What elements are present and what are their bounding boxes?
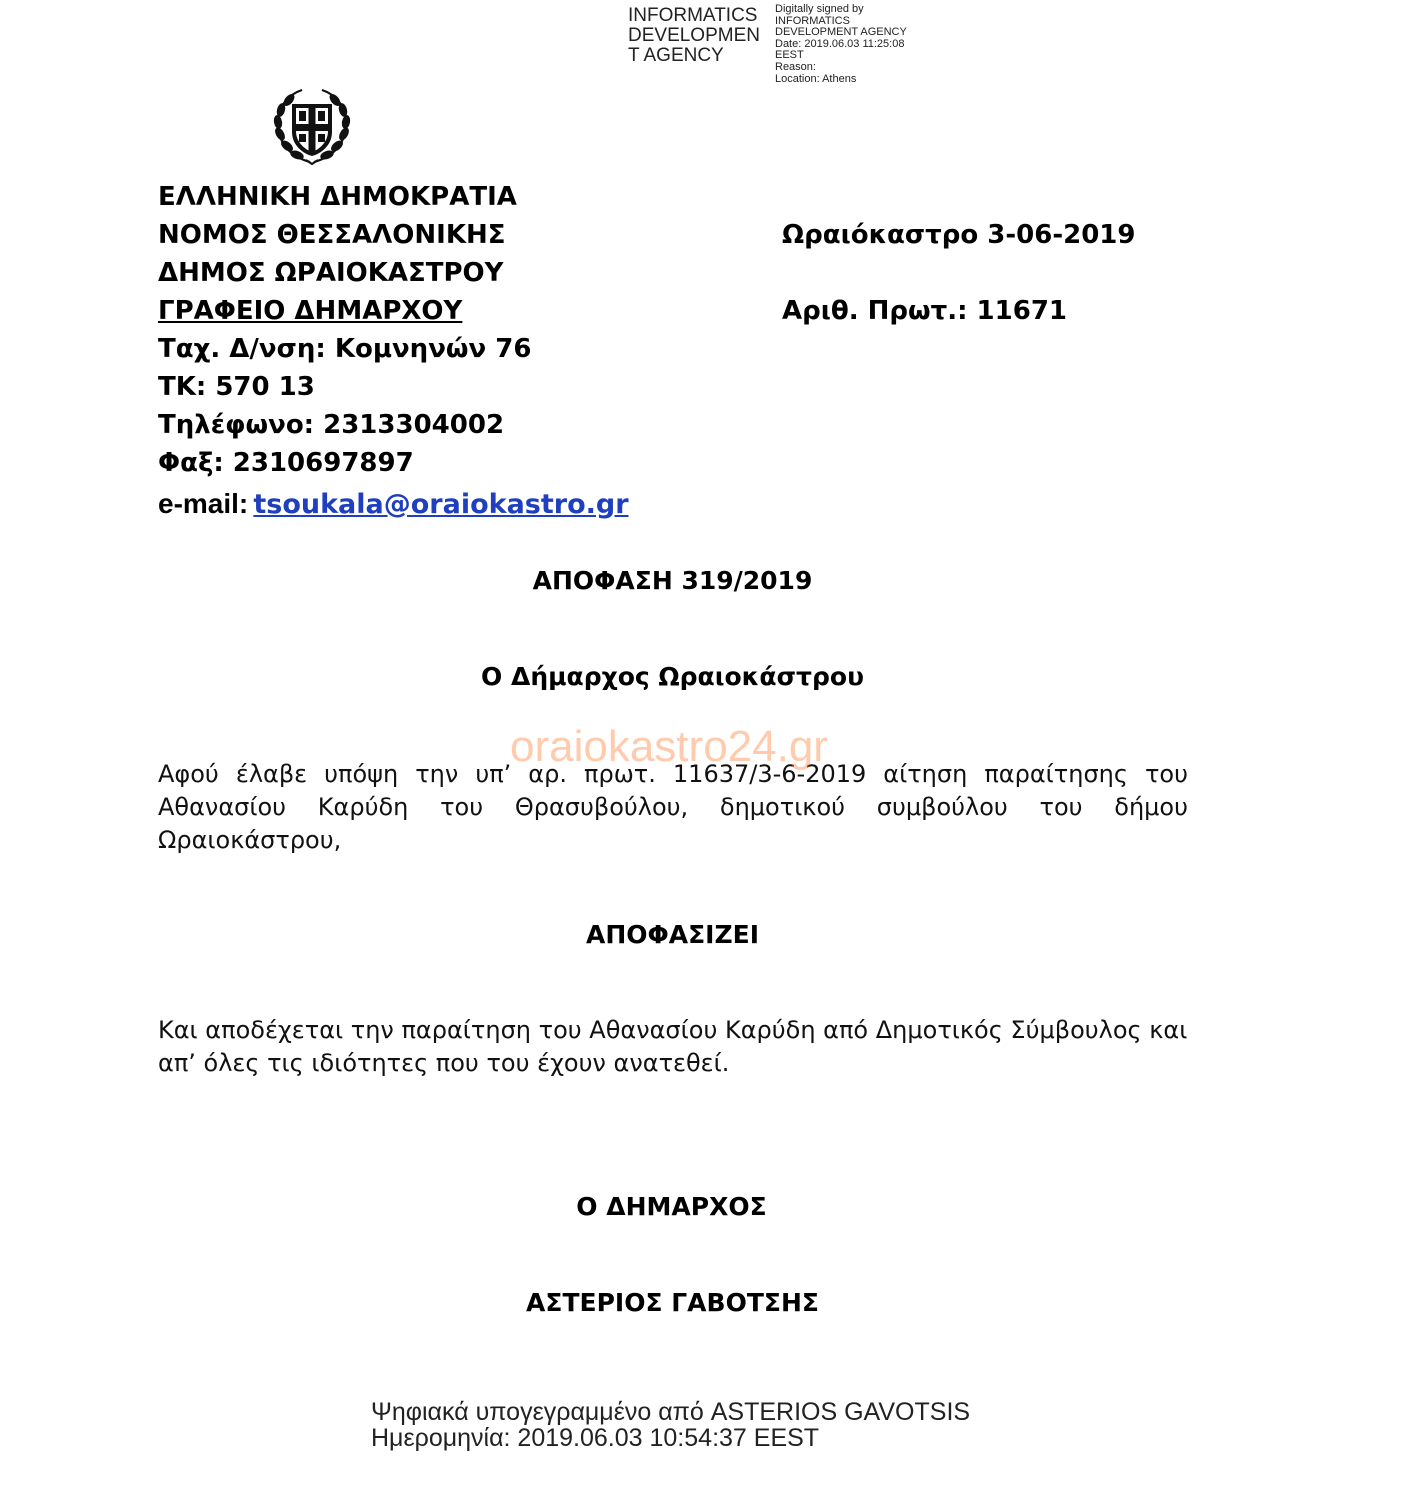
signature-detail-line: Date: 2019.06.03 11:25:08 xyxy=(775,37,905,50)
digital-signature-line: Ψηφιακά υπογεγραμμένο από ASTERIOS GAVOTSIS xyxy=(371,1398,971,1426)
header-phone: Τηλέφωνο: 2313304002 xyxy=(158,410,505,440)
signatory-name: ΑΣΤΕΡΙΟΣ ΓΑΒΟΤΣΗΣ xyxy=(526,1288,819,1317)
digital-signature-line: Ημερομηνία: 2019.06.03 10:54:37 EEST xyxy=(371,1424,820,1452)
signature-org-line: INFORMATICS xyxy=(628,5,758,26)
header-fax: Φαξ: 2310697897 xyxy=(158,448,414,478)
header-postcode: ΤΚ: 570 13 xyxy=(158,372,315,402)
signature-org-line: DEVELOPMEN xyxy=(628,25,760,46)
header-email-row xyxy=(158,488,629,520)
decision-title: ΑΠΟΦΑΣΗ 319/2019 xyxy=(532,566,813,595)
paragraph-line: Ωραιοκάστρου, xyxy=(158,826,342,854)
signature-detail-line: Digitally signed by xyxy=(775,3,864,15)
paragraph-line: Αφού έλαβε υπόψη την υπ’ αρ. πρωτ. 11637/3-6-2019 αίτηση παραίτησης του xyxy=(158,760,1188,788)
signature-detail-line: DEVELOPMENT AGENCY xyxy=(775,26,907,39)
email-link[interactable]: tsoukala@oraiokastro.gr xyxy=(253,489,629,520)
decides-heading: ΑΠΟΦΑΣΙΖΕΙ xyxy=(585,920,759,949)
paragraph-considering xyxy=(158,758,1188,857)
header-address: Ταχ. Δ/νση: Κομνηνών 76 xyxy=(158,334,532,364)
place-date: Ωραιόκαστρο 3-06-2019 xyxy=(782,220,1136,250)
watermark: oraiokastro24.gr xyxy=(510,722,828,771)
signatory-title: Ο ΔΗΜΑΡΧΟΣ xyxy=(576,1192,767,1221)
header-prefecture: ΝΟΜΟΣ ΘΕΣΣΑΛΟΝΙΚΗΣ xyxy=(158,220,506,250)
signature-detail-line: Location: Athens xyxy=(775,72,857,85)
signature-details xyxy=(775,4,907,85)
header-municipality: ΔΗΜΟΣ ΩΡΑΙΟΚΑΣΤΡΟΥ xyxy=(158,258,504,288)
email-label: e-mail: xyxy=(158,488,249,519)
signature-org-name xyxy=(628,6,760,66)
signature-detail-line: INFORMATICS xyxy=(775,14,850,27)
paragraph-line: Αθανασίου Καρύδη του Θρασυβούλου, δημοτικού συμβούλου του δήμου xyxy=(158,793,1188,821)
paragraph-line: απ’ όλες τις ιδιότητες που του έχουν ανατεθεί. xyxy=(158,1049,730,1077)
paragraph-decision xyxy=(158,1014,1187,1080)
signature-detail-line: EEST xyxy=(775,49,804,62)
greek-coat-of-arms-icon xyxy=(270,84,354,168)
header-republic: ΕΛΛΗΝΙΚΗ ΔΗΜΟΚΡΑΤΙΑ xyxy=(158,182,517,212)
signature-detail-line: Reason: xyxy=(775,60,816,73)
header-mayor-office: ΓΡΑΦΕΙΟ ΔΗΜΑΡΧΟΥ xyxy=(158,296,463,326)
mayor-heading: Ο Δήμαρχος Ωραιοκάστρου xyxy=(481,662,864,691)
paragraph-line: Και αποδέχεται την παραίτηση του Αθανασίου Καρύδη από Δημοτικός Σύμβουλος και xyxy=(158,1016,1188,1044)
digital-signature xyxy=(371,1399,970,1451)
signature-org-line: T AGENCY xyxy=(628,45,724,66)
protocol-number: Αριθ. Πρωτ.: 11671 xyxy=(782,296,1067,326)
